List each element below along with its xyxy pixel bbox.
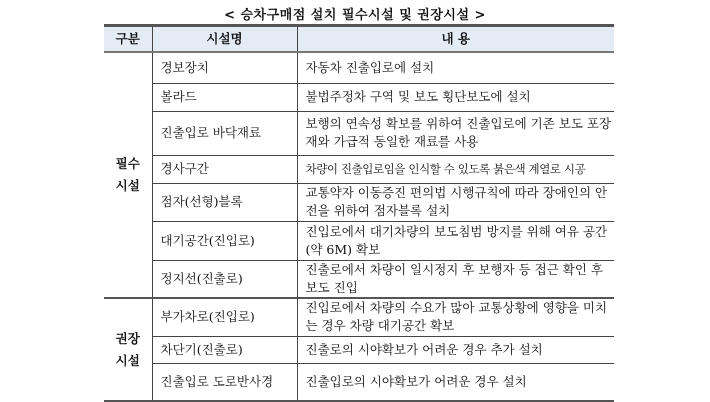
facility-content: 차량이 진출입로임을 인식할 수 있도록 붉은색 계열로 시공 [297, 155, 614, 183]
facility-name: 점자(선형)블록 [152, 183, 297, 221]
table-row [104, 111, 614, 155]
group-label-line: 권장 [115, 330, 140, 346]
facility-name: 경보장치 [152, 52, 297, 83]
facility-name: 정지선(진출로) [152, 260, 297, 298]
facility-content: 진입로에서 대기차량의 보도침범 방지를 위해 여유 공간(약 6M) 확보 [297, 221, 614, 260]
header-row [104, 26, 614, 53]
facilities-table [104, 24, 614, 402]
table-row [104, 155, 614, 183]
facility-name: 대기공간(진입로) [152, 221, 297, 260]
table-row [104, 363, 614, 401]
facility-content: 진출로에서 차량이 일시정지 후 보행자 등 접근 확인 후 보도 진입 [297, 260, 614, 298]
group-label-recommended [104, 298, 152, 401]
table-title: < 승차구매점 설치 필수시설 및 권장시설 > [224, 8, 486, 23]
table-row [104, 183, 614, 221]
facility-name: 차단기(진출로) [152, 336, 297, 363]
facility-name: 진출입로 바닥재료 [152, 111, 297, 155]
group-label-line: 시설 [115, 352, 140, 368]
facility-content: 자동차 진출입로에 설치 [297, 52, 614, 83]
table-row [104, 260, 614, 298]
facility-name: 부가차로(진입로) [152, 298, 297, 336]
group-label-required [104, 52, 152, 298]
facility-content: 진입로에서 차량의 수요가 많아 교통상황에 영향을 미치는 경우 차량 대기공간 확보 [297, 298, 614, 336]
table-row [104, 336, 614, 363]
facility-name: 볼라드 [152, 83, 297, 111]
table-row [104, 221, 614, 260]
group-label-line: 시설 [115, 178, 140, 193]
header-content: 내 용 [297, 26, 614, 53]
facility-name: 경사구간 [152, 155, 297, 183]
header-facility: 시설명 [152, 26, 297, 53]
group-label-line: 필수 [115, 156, 140, 171]
facility-content: 진출로의 시야확보가 어려운 경우 추가 설치 [297, 336, 614, 363]
table-row [104, 83, 614, 111]
facility-content: 불법주정차 구역 및 보도 횡단보도에 설치 [297, 83, 614, 111]
facility-content: 보행의 연속성 확보를 위하여 진출입로에 기존 보도 포장재와 가급적 동일한 재료를 사용 [297, 111, 614, 155]
table-row [104, 52, 614, 83]
facility-content: 진출입로의 시야확보가 어려운 경우 설치 [297, 363, 614, 401]
header-category: 구분 [104, 26, 152, 53]
facility-content: 교통약자 이동증진 편의법 시행규칙에 따라 장애인의 안전을 위하여 점자블록 설치 [297, 183, 614, 221]
table-row [104, 298, 614, 336]
facility-name: 진출입로 도로반사경 [152, 363, 297, 401]
